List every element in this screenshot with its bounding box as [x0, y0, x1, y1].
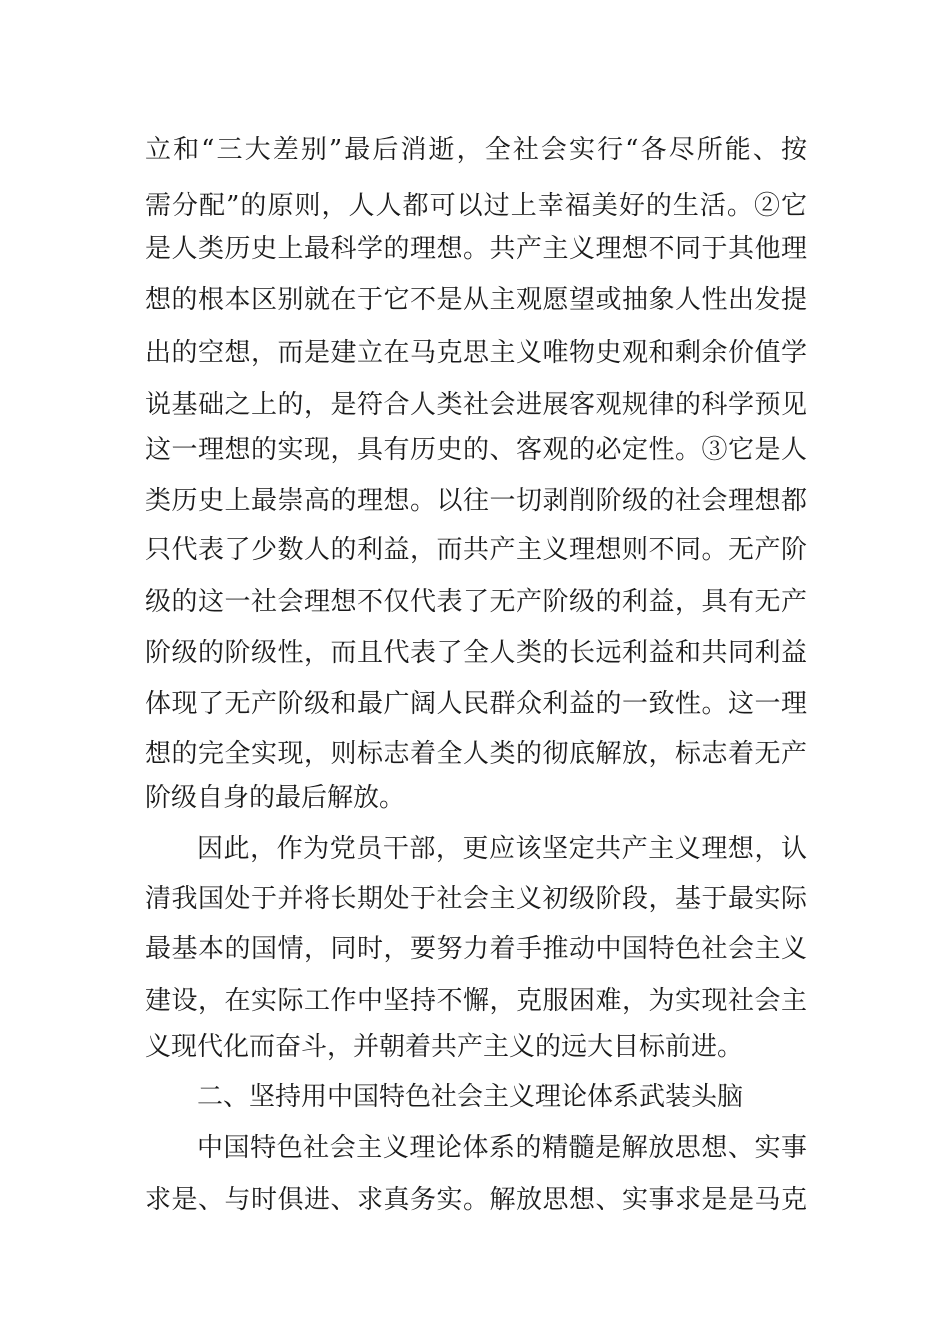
- paragraph-end-line: 义现代化而奋斗，并朝着共产主义的远大目标前进。: [145, 1032, 744, 1062]
- text-line: 立和“三大差别”最后消逝，全社会实行“各尽所能、按: [145, 135, 807, 165]
- text-line: 是人类历史上最科学的理想。共产主义理想不同于其他理: [145, 234, 807, 264]
- paragraph-first-line: 中国特色社会主义理论体系的精髓是解放思想、实事: [197, 1133, 807, 1163]
- text-line: 最基本的国情，同时，要努力着手推动中国特色社会主义: [145, 934, 807, 964]
- text-line: 这一理想的实现，具有历史的、客观的必定性。③它是人: [145, 435, 807, 465]
- paragraph-end-line: 阶级自身的最后解放。: [145, 783, 406, 813]
- text-line: 阶级的阶级性，而且代表了全人类的长远利益和共同利益: [145, 638, 807, 668]
- text-line: 建设，在实际工作中坚持不懈，克服困难，为实现社会主: [145, 986, 807, 1016]
- text-line: 想的完全实现，则标志着全人类的彻底解放，标志着无产: [145, 739, 807, 769]
- section-heading: 二、坚持用中国特色社会主义理论体系武装头脑: [197, 1082, 744, 1112]
- text-line: 说基础之上的，是符合人类社会进展客观规律的科学预见: [145, 390, 807, 420]
- text-line: 求是、与时俱进、求真务实。解放思想、实事求是是马克: [145, 1185, 807, 1215]
- text-line: 清我国处于并将长期处于社会主义初级阶段，基于最实际: [145, 884, 807, 914]
- text-line: 出的空想，而是建立在马克思主义唯物史观和剩余价值学: [145, 338, 807, 368]
- text-line: 体现了无产阶级和最广阔人民群众利益的一致性。这一理: [145, 689, 807, 719]
- text-line: 只代表了少数人的利益，而共产主义理想则不同。无产阶: [145, 535, 807, 565]
- paragraph-first-line: 因此，作为党员干部，更应该坚定共产主义理想，认: [197, 834, 807, 864]
- text-line: 想的根本区别就在于它不是从主观愿望或抽象人性出发提: [145, 285, 807, 315]
- text-line: 级的这一社会理想不仅代表了无产阶级的利益，具有无产: [145, 587, 807, 617]
- text-line: 需分配”的原则，人人都可以过上幸福美好的生活。②它: [145, 191, 807, 221]
- text-line: 类历史上最崇高的理想。以往一切剥削阶级的社会理想都: [145, 486, 807, 516]
